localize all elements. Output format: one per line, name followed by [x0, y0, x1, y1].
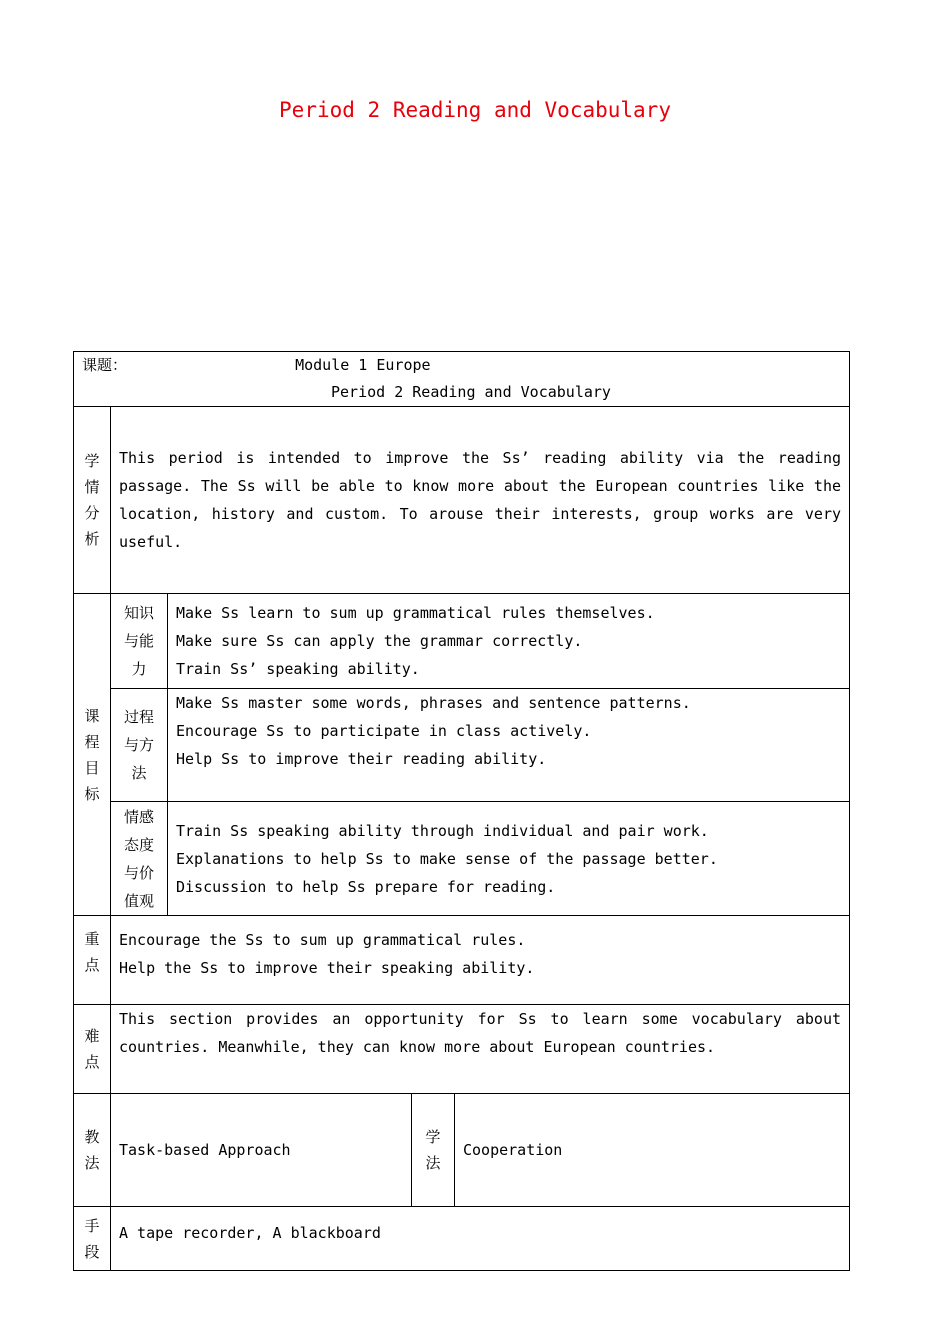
teaching-method-label: 教 法 — [74, 1094, 111, 1207]
means-value: A tape recorder, A blackboard — [111, 1207, 850, 1271]
process-label: 过程 与方 法 — [111, 689, 168, 802]
difficulties-label: 难 点 — [74, 1005, 111, 1094]
knowledge-label: 知识 与能 力 — [111, 594, 168, 689]
document-title: Period 2 Reading and Vocabulary — [279, 98, 671, 122]
learning-method-label: 学 法 — [412, 1094, 455, 1207]
difficulties-text: This section provides an opportunity for Ss to learn some vocabulary about countries. Meanwhile, they can know more about European countries. — [111, 1005, 850, 1094]
objective-process-row — [74, 689, 850, 802]
key-points-label: 重 点 — [74, 916, 111, 1005]
key-points-row — [74, 916, 850, 1005]
objectives-label: 课 程 目 标 — [74, 594, 111, 916]
emotion-label: 情感 态度 与价 值观 — [111, 802, 168, 916]
topic-label: 课题： — [82, 356, 128, 374]
module-name: Module 1 Europe — [295, 356, 431, 374]
emotion-text: Train Ss speaking ability through individual and pair work. Explanations to help Ss to make sense of the passage better. Discussion to help Ss prepare for reading. — [168, 802, 850, 916]
topic-cell — [74, 352, 850, 407]
lesson-plan-table — [73, 351, 850, 1271]
analysis-row — [74, 407, 850, 594]
analysis-text: This period is intended to improve the Ss’ reading ability via the reading passage. The Ss will be able to know more about the European countries like the location, history and custom. To arouse their interests, group works are very useful. — [111, 407, 850, 594]
objective-emotion-row — [74, 802, 850, 916]
means-row — [74, 1207, 850, 1271]
means-label: 手 段 — [74, 1207, 111, 1271]
knowledge-text: Make Ss learn to sum up grammatical rules themselves. Make sure Ss can apply the grammar correctly. Train Ss’ speaking ability. — [168, 594, 850, 689]
topic-row — [74, 352, 850, 407]
teaching-method-value: Task-based Approach — [111, 1094, 412, 1207]
difficulties-row — [74, 1005, 850, 1094]
objective-knowledge-row — [74, 594, 850, 689]
learning-method-value: Cooperation — [455, 1094, 850, 1207]
process-text: Make Ss master some words, phrases and sentence patterns. Encourage Ss to participate in class actively. Help Ss to improve their reading ability. — [168, 689, 850, 802]
key-points-text: Encourage the Ss to sum up grammatical rules. Help the Ss to improve their speaking ability. — [111, 916, 850, 1005]
analysis-label: 学 情 分 析 — [74, 407, 111, 594]
methods-row — [74, 1094, 850, 1207]
period-name: Period 2 Reading and Vocabulary — [331, 383, 611, 401]
